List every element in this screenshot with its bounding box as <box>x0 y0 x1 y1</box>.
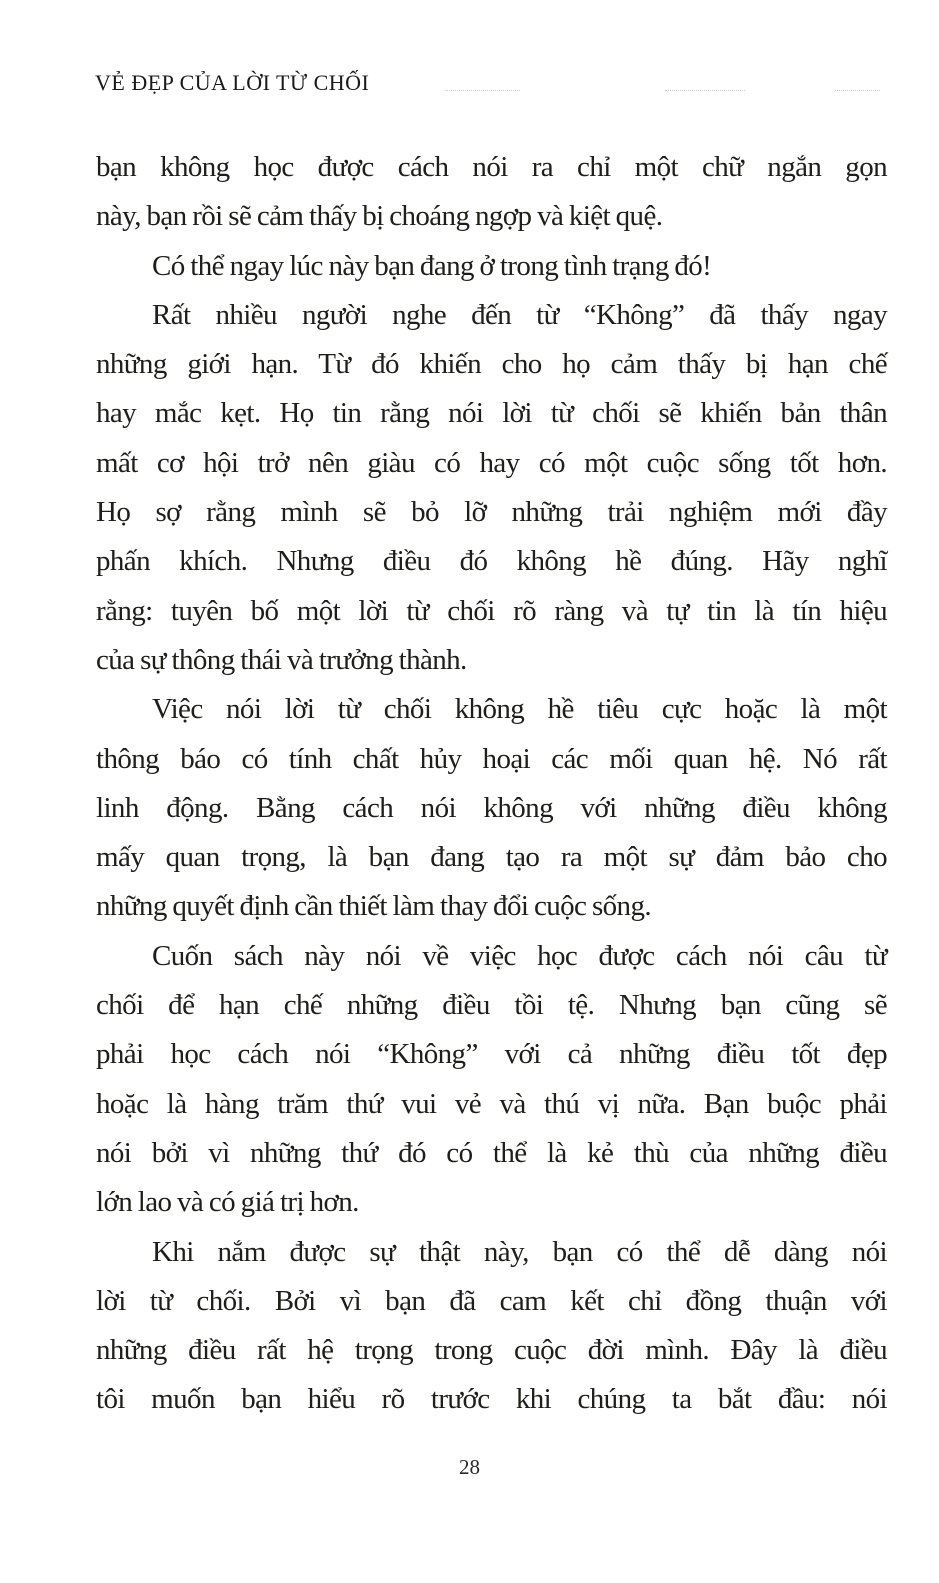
text-line: những giới hạn. Từ đó khiến cho họ cảm thấy bị hạn chế <box>96 348 887 381</box>
text-line: của sự thông thái và trưởng thành. <box>96 643 467 676</box>
text-line: rằng: tuyên bố một lời từ chối rõ ràng và tự tin là tín hiệu <box>96 594 887 627</box>
text-line: phấn khích. Nhưng điều đó không hề đúng. Hãy nghĩ <box>96 545 887 578</box>
text-line: những điều rất hệ trọng trong cuộc đời mình. Đây là điều <box>96 1334 887 1367</box>
text-line: Việc nói lời từ chối không hề tiêu cực hoặc là một <box>152 693 887 726</box>
text-line: Họ sợ rằng mình sẽ bỏ lỡ những trải nghiệm mới đầy <box>96 496 887 529</box>
running-title: VẺ ĐẸP CỦA LỜI TỪ CHỐI <box>95 70 370 95</box>
text-line: thông báo có tính chất hủy hoại các mối quan hệ. Nó rất <box>96 742 887 775</box>
text-line: hoặc là hàng trăm thứ vui vẻ và thú vị nữa. Bạn buộc phải <box>96 1087 887 1120</box>
text-line: Rất nhiều người nghe đến từ “Không” đã thấy ngay <box>152 298 887 331</box>
text-line: lớn lao và có giá trị hơn. <box>96 1186 359 1219</box>
header-rule <box>835 90 880 93</box>
text-line: mấy quan trọng, là bạn đang tạo ra một sự đảm bảo cho <box>96 841 887 874</box>
text-line: những quyết định cần thiết làm thay đổi cuộc sống. <box>96 890 651 923</box>
text-line: hay mắc kẹt. Họ tin rằng nói lời từ chối sẽ khiến bản thân <box>96 397 887 430</box>
text-line: Có thể ngay lúc này bạn đang ở trong tình trạng đó! <box>152 249 712 282</box>
text-line: mất cơ hội trở nên giàu có hay có một cuộc sống tốt hơn. <box>96 446 887 479</box>
text-line: linh động. Bằng cách nói không với những điều không <box>96 791 887 824</box>
header-rule <box>665 90 745 93</box>
text-line: lời từ chối. Bởi vì bạn đã cam kết chỉ đồng thuận với <box>96 1284 887 1317</box>
page-body-text <box>96 143 887 1425</box>
text-line: chối để hạn chế những điều tồi tệ. Nhưng bạn cũng sẽ <box>96 989 887 1022</box>
page-number: 28 <box>459 1455 480 1479</box>
text-line: phải học cách nói “Không” với cả những điều tốt đẹp <box>96 1038 887 1071</box>
text-line: Cuốn sách này nói về việc học được cách nói câu từ <box>152 939 887 972</box>
text-line: nói bởi vì những thứ đó có thể là kẻ thù của những điều <box>96 1136 887 1169</box>
header-rule <box>445 90 520 93</box>
text-line: tôi muốn bạn hiểu rõ trước khi chúng ta bắt đầu: nói <box>96 1383 887 1416</box>
running-header <box>95 70 895 106</box>
text-line: Khi nắm được sự thật này, bạn có thể dễ dàng nói <box>152 1235 887 1268</box>
text-line: này, bạn rồi sẽ cảm thấy bị choáng ngợp và kiệt quệ. <box>96 200 663 233</box>
text-line: bạn không học được cách nói ra chỉ một chữ ngắn gọn <box>96 151 887 183</box>
